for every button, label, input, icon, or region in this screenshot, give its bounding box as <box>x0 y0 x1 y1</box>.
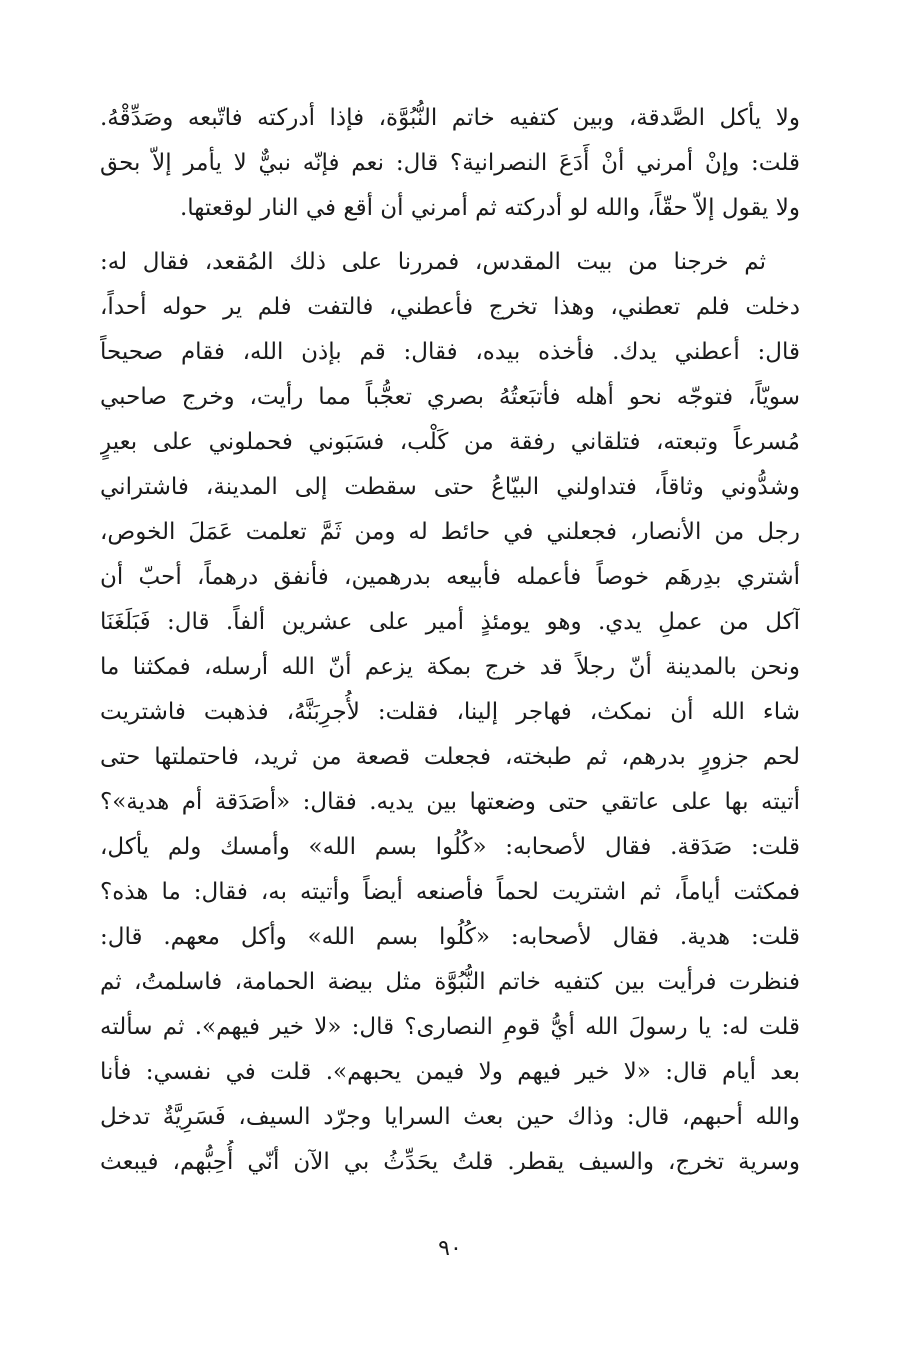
text-line: قلت له: يا رسولَ الله أيُّ قومِ النصارى؟ قال: «لا خير فيهم». ثم سألته <box>100 1014 800 1040</box>
text-line: دخلت فلم تعطني، وهذا تخرج فأعطني، فالتفت فلم ير حوله أحداً، <box>100 294 800 320</box>
text-line: قلت: وإنْ أمرني أنْ أَدَعَ النصرانية؟ قال: نعم فإنّه نبيٌّ لا يأمر إلاّ بحق <box>100 150 800 176</box>
paragraph-2 <box>100 240 800 1185</box>
text-line: أشتري بدِرهَم خوصاً فأعمله فأبيعه بدرهمين، فأنفق درهماً، أحبّ أن <box>100 564 800 590</box>
page-number: ٩٠ <box>438 1236 462 1261</box>
text-line: مُسرعاً وتبعته، فتلقاني رفقة من كَلْب، فسَبَوني فحملوني على بعيرٍ <box>100 429 800 455</box>
text-line: قلت: صَدَقة. فقال لأصحابه: «كُلُوا بسم الله» وأمسك ولم يأكل، <box>100 834 800 860</box>
text-line: رجل من الأنصار، فجعلني في حائط له ومن ثَمَّ تعلمت عَمَلَ الخوص، <box>100 519 800 545</box>
text-line: فمكثت أياماً، ثم اشتريت لحماً فأصنعه أيضاً وأتيته به، فقال: ما هذه؟ <box>100 879 800 905</box>
text-line: قال: أعطني يدك. فأخذه بيده، فقال: قم بإذن الله، فقام صحيحاً <box>100 339 800 365</box>
text-line: أتيته بها على عاتقي حتى وضعتها بين يديه. فقال: «أصَدَقة أم هدية»؟ <box>100 789 800 815</box>
text-line: شاء الله أن نمكث، فهاجر إلينا، فقلت: لأُجرِبَنَّهُ، فذهبت فاشتريت <box>100 699 800 725</box>
text-line: آكل من عملِ يدي. وهو يومئذٍ أمير على عشرين ألفاً. قال: فَبَلَغَنَا <box>100 609 800 635</box>
text-line: ونحن بالمدينة أنّ رجلاً قد خرج بمكة يزعم أنّ الله أرسله، فمكثنا ما <box>100 654 800 680</box>
text-line: وسرية تخرج، والسيف يقطر. قلتُ يحَدِّثُ بي الآن أنّي أُحِبُّهم، فيبعث <box>100 1149 800 1175</box>
text-line: وشدُّوني وثاقاً، فتداولني البيّاعُ حتى سقطت إلى المدينة، فاشتراني <box>100 474 800 500</box>
text-line: لحم جزورٍ بدرهم، ثم طبخته، فجعلت قصعة من ثريد، فاحتملتها حتى <box>100 744 800 770</box>
text-line: ولا يأكل الصَّدقة، وبين كتفيه خاتم النُّبُوَّة، فإذا أدركته فاتّبعه وصَدِّقْهُ. <box>100 105 800 131</box>
text-line: فنظرت فرأيت بين كتفيه خاتم النُّبُوَّة مثل بيضة الحمامة، فاسلمتُ، ثم <box>100 969 800 995</box>
text-line: سويّاً، فتوجّه نحو أهله فأتبَعتُهُ بصري تعجُّباً مما رأيت، وخرج صاحبي <box>100 384 800 410</box>
text-line: ولا يقول إلاّ حقّاً، والله لو أدركته ثم أمرني أن أقع في النار لوقعتها. <box>179 195 800 221</box>
text-line: قلت: هدية. فقال لأصحابه: «كُلُوا بسم الله» وأكل معهم. قال: <box>100 924 800 950</box>
text-line: ثم خرجنا من بيت المقدس، فمررنا على ذلك المُقعد، فقال له: <box>100 249 766 275</box>
text-line: بعد أيام قال: «لا خير فيهم ولا فيمن يحبهم». قلت في نفسي: فأنا <box>100 1059 800 1085</box>
text-line: والله أحبهم، قال: وذاك حين بعث السرايا وجرّد السيف، فَسَرِيَّةٌ تدخل <box>100 1104 800 1130</box>
paragraph-1 <box>100 96 800 231</box>
